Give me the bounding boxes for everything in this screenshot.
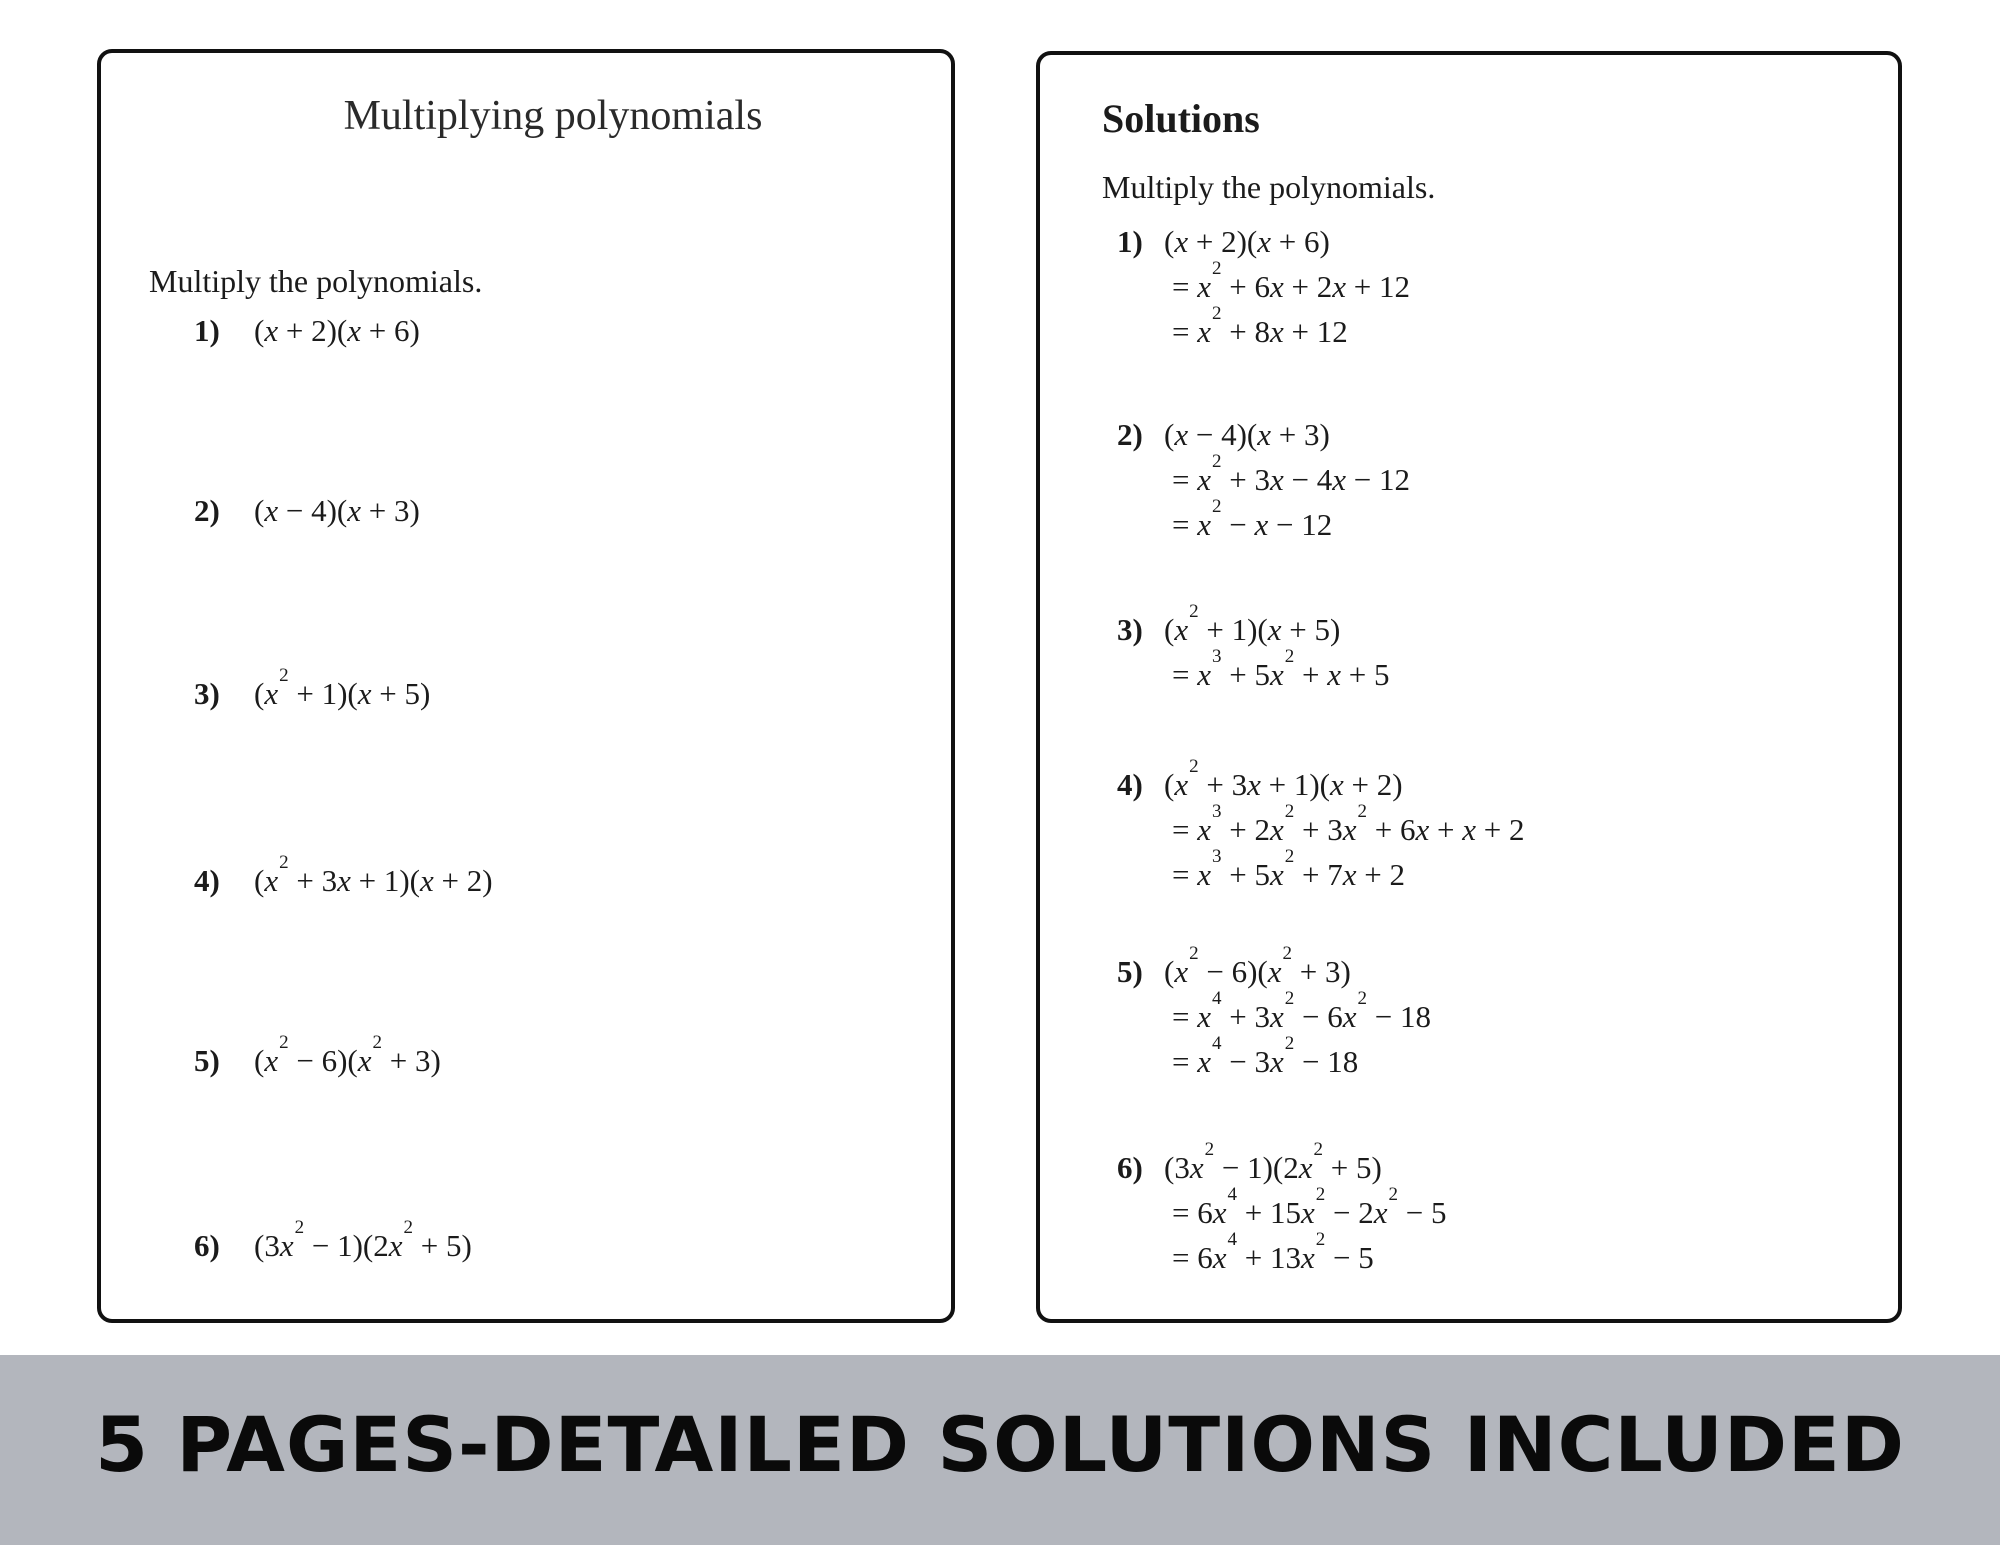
problem-5 xyxy=(101,1031,951,1082)
problem-2 xyxy=(101,490,951,532)
solution-4 xyxy=(1040,755,1898,897)
solution-step: = $6x^4 + 13x^2 - 5$ xyxy=(1172,1228,1374,1275)
solution-step: = $x^4 - 3x^2 - 18$ xyxy=(1172,1032,1359,1079)
worksheet-instruction: Multiply the polynomials. xyxy=(149,263,483,299)
problem-expression: $(3x^2 - 1)(2x^2 + 5)$ xyxy=(254,1216,472,1263)
problem-expression: (x + 2)(x + 6) xyxy=(254,313,420,348)
solution-number: 3) xyxy=(1117,612,1143,647)
solution-expression: (x − 4)(x + 3) xyxy=(1164,417,1330,452)
solution-3 xyxy=(1040,600,1898,697)
solution-step: = $x^2 + 6x + 2x + 12$ xyxy=(1172,257,1410,304)
problem-3 xyxy=(101,664,951,715)
problem-4 xyxy=(101,851,951,902)
solution-step: = $x^3 + 5x^2 + x + 5$ xyxy=(1172,645,1390,692)
solution-expression: $(x^2 + 1)(x + 5)$ xyxy=(1164,600,1341,647)
solution-step: = $x^3 + 5x^2 + 7x + 2$ xyxy=(1172,845,1405,892)
solution-expression: $(3x^2 - 1)(2x^2 + 5)$ xyxy=(1164,1138,1382,1185)
problem-6 xyxy=(101,1216,951,1267)
solution-expression: $(x^2 + 3x + 1)(x + 2)$ xyxy=(1164,755,1403,802)
solution-step: = $x^2 + 3x - 4x - 12$ xyxy=(1172,450,1410,497)
worksheet-page xyxy=(97,49,955,1323)
problem-number: 1) xyxy=(194,313,220,348)
solutions-instruction: Multiply the polynomials. xyxy=(1102,169,1436,205)
problem-number: 5) xyxy=(194,1043,220,1078)
problem-number: 4) xyxy=(194,863,220,898)
solutions-title: Solutions xyxy=(1102,96,1260,141)
page-title: Multiplying polynomials xyxy=(343,93,763,139)
problem-1 xyxy=(101,310,951,352)
solution-step: = $x^2 + 8x + 12$ xyxy=(1172,302,1348,349)
solution-number: 2) xyxy=(1117,417,1143,452)
problem-expression: $(x^2 + 1)(x + 5)$ xyxy=(254,664,431,711)
promo-banner xyxy=(0,1355,2000,1545)
problem-number: 3) xyxy=(194,676,220,711)
solution-expression: (x + 2)(x + 6) xyxy=(1164,224,1330,259)
solution-expression: $(x^2 - 6)(x^2 + 3)$ xyxy=(1164,942,1351,989)
solution-number: 1) xyxy=(1117,224,1143,259)
problem-expression: $(x^2 - 6)(x^2 + 3)$ xyxy=(254,1031,441,1078)
solution-step: = $x^2 - x - 12$ xyxy=(1172,495,1333,542)
solution-step: = $x^4 + 3x^2 - 6x^2 - 18$ xyxy=(1172,987,1431,1034)
solution-6 xyxy=(1040,1138,1898,1280)
solution-step: = $6x^4 + 15x^2 - 2x^2 - 5$ xyxy=(1172,1183,1447,1230)
solution-2 xyxy=(1040,412,1898,547)
solutions-page xyxy=(1036,51,1902,1323)
problem-expression: $(x^2 + 3x + 1)(x + 2)$ xyxy=(254,851,493,898)
solution-1 xyxy=(1040,219,1898,354)
solution-step: = $x^3 + 2x^2 + 3x^2 + 6x + x + 2$ xyxy=(1172,800,1525,847)
solution-number: 6) xyxy=(1117,1150,1143,1185)
solution-5 xyxy=(1040,942,1898,1084)
problem-expression: (x − 4)(x + 3) xyxy=(254,493,420,528)
solution-number: 4) xyxy=(1117,767,1143,802)
problem-number: 6) xyxy=(194,1228,220,1263)
solution-number: 5) xyxy=(1117,954,1143,989)
problem-number: 2) xyxy=(194,493,220,528)
promo-banner-text: 5 PAGES-DETAILED SOLUTIONS INCLUDED xyxy=(95,1399,1905,1489)
